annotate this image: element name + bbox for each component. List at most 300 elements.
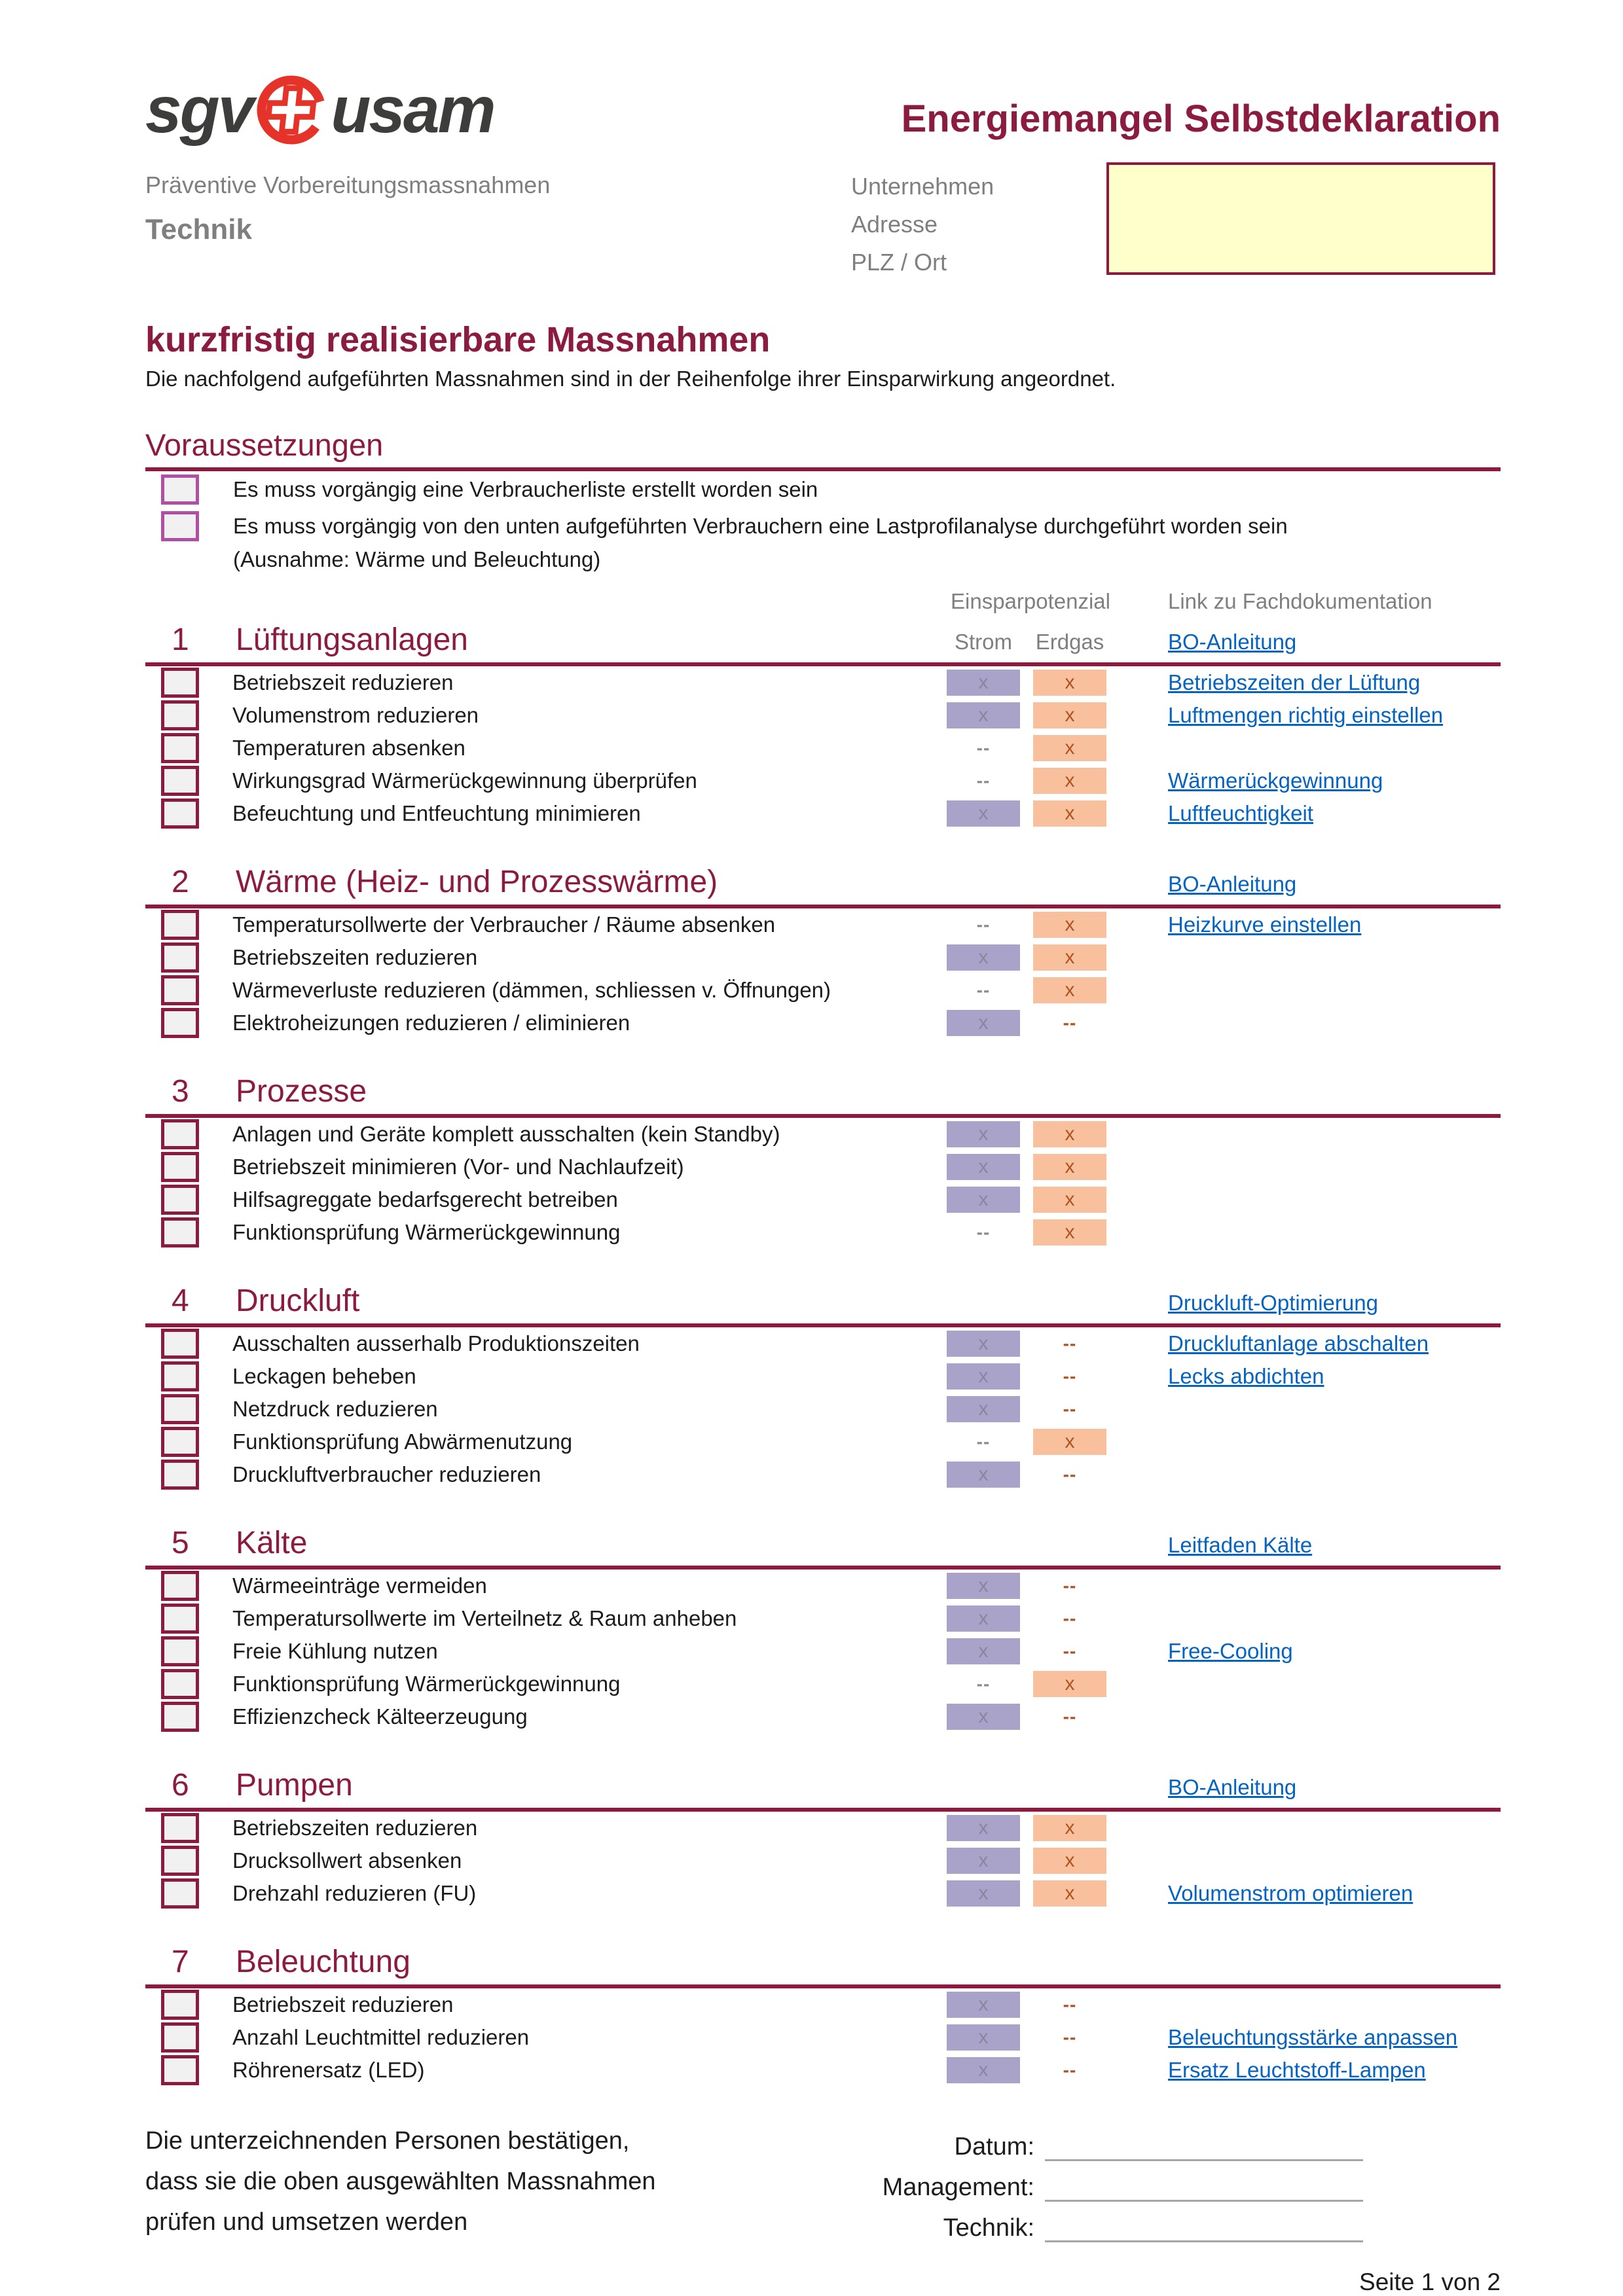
confirmation-line: prüfen und umsetzen werden: [145, 2208, 468, 2236]
measure-doc-link-wrap: [1168, 1639, 1501, 1664]
section-title: Wärme (Heiz- und Prozesswärme): [236, 865, 718, 900]
strom-cell: [947, 1815, 1020, 1841]
section-rows: [145, 1812, 1501, 1910]
measure-label: Anlagen und Geräte komplett ausschalten (kein Standby): [232, 1121, 780, 1146]
measure-doc-link-wrap: [1168, 1881, 1501, 1906]
measure-row: [145, 908, 1501, 941]
strom-cell: [947, 1429, 1020, 1455]
section-doc-link-wrap: [1168, 1775, 1296, 1800]
erdgas-cell: [1033, 2024, 1106, 2051]
strom-dash: --: [976, 1221, 991, 1242]
measure-checkbox[interactable]: [161, 1361, 199, 1391]
section-rows: [145, 666, 1501, 830]
strom-x-mark: x: [947, 702, 1020, 728]
strom-cell: [947, 944, 1020, 971]
strom-cell: [947, 1573, 1020, 1599]
strom-cell: [947, 735, 1020, 761]
strom-cell: [947, 1396, 1020, 1422]
measure-checkbox[interactable]: [161, 2022, 199, 2053]
measure-checkbox[interactable]: [161, 1217, 199, 1247]
section-doc-link[interactable]: BO-Anleitung: [1168, 871, 1297, 896]
prerequisite-note: (Ausnahme: Wärme und Beleuchtung): [233, 547, 601, 571]
erdgas-x-mark: x: [1033, 1815, 1106, 1841]
strom-cell: [947, 2057, 1020, 2083]
measure-checkbox[interactable]: [161, 975, 199, 1005]
erdgas-x-mark: x: [1033, 702, 1106, 728]
prerequisites-section: [145, 428, 1501, 572]
measure-doc-link[interactable]: Luftmengen richtig einstellen: [1168, 702, 1444, 727]
measure-doc-link-wrap: [1168, 912, 1501, 937]
measure-checkbox[interactable]: [161, 668, 199, 698]
page: [145, 0, 1501, 2296]
measure-row: [145, 941, 1501, 974]
erdgas-dash: --: [1063, 1365, 1077, 1386]
section-number: 1: [172, 622, 189, 658]
measure-label: Drucksollwert absenken: [232, 1848, 462, 1873]
erdgas-cell: [1033, 735, 1106, 761]
strom-x-mark: x: [947, 1154, 1020, 1180]
strom-cell: [947, 1363, 1020, 1390]
measure-label: Netzdruck reduzieren: [232, 1396, 438, 1421]
strom-x-mark: x: [947, 2024, 1020, 2051]
company-field-labels: [851, 168, 994, 281]
section-title: Prozesse: [236, 1074, 367, 1109]
prerequisite-checkbox[interactable]: [161, 475, 199, 505]
strom-cell: [947, 1219, 1020, 1246]
measure-label: Temperatursollwerte im Verteilnetz & Raum anheben: [232, 1605, 737, 1630]
measure-checkbox[interactable]: [161, 1460, 199, 1490]
measure-doc-link[interactable]: Luftfeuchtigkeit: [1168, 800, 1313, 825]
erdgas-cell: [1033, 1219, 1106, 1246]
measure-checkbox[interactable]: [161, 1702, 199, 1732]
prerequisite-item: [145, 471, 1501, 508]
date-signature-line[interactable]: [1045, 2128, 1363, 2161]
erdgas-x-mark: x: [1033, 1187, 1106, 1213]
measure-doc-link[interactable]: Free-Cooling: [1168, 1638, 1293, 1663]
date-label: Datum:: [954, 2132, 1034, 2161]
measure-doc-link-wrap: [1168, 768, 1501, 793]
measure-label: Wirkungsgrad Wärmerückgewinnung überprüfen: [232, 768, 697, 793]
strom-cell: [947, 670, 1020, 696]
erdgas-cell: [1033, 1605, 1106, 1632]
erdgas-cell: [1033, 800, 1106, 827]
measure-checkbox[interactable]: [161, 1329, 199, 1359]
measure-row: [145, 2054, 1501, 2087]
measure-label: Betriebszeiten reduzieren: [232, 1815, 478, 1840]
measure-row: [145, 1812, 1501, 1844]
measure-label: Funktionsprüfung Abwärmenutzung: [232, 1429, 573, 1454]
section-rows: [145, 908, 1501, 1039]
erdgas-dash: --: [1063, 1706, 1077, 1727]
measure-doc-link-wrap: [1168, 1331, 1501, 1356]
strom-x-mark: x: [947, 2057, 1020, 2083]
measure-doc-link-wrap: [1168, 703, 1501, 728]
measure-row: [145, 1216, 1501, 1249]
swiss-cross-logo-icon: [255, 73, 328, 147]
measure-row: [145, 1988, 1501, 2021]
page-number: Seite 1 von 2: [1359, 2268, 1501, 2295]
erdgas-cell: [1033, 1992, 1106, 2018]
measure-label: Anzahl Leuchtmittel reduzieren: [232, 2024, 530, 2049]
measure-checkbox[interactable]: [161, 1427, 199, 1457]
erdgas-cell: [1033, 2057, 1106, 2083]
strom-dash: --: [976, 914, 991, 935]
measure-doc-link[interactable]: Wärmerückgewinnung: [1168, 768, 1383, 793]
erdgas-dash: --: [1063, 1012, 1077, 1033]
measure-section: [145, 861, 1501, 1039]
measure-section: [145, 619, 1501, 830]
erdgas-cell: [1033, 1671, 1106, 1697]
measure-checkbox[interactable]: [161, 1185, 199, 1215]
erdgas-x-mark: x: [1033, 1429, 1106, 1455]
measure-row: [145, 1570, 1501, 1602]
section-header: [145, 1522, 1501, 1560]
section-number: 2: [172, 865, 189, 900]
prerequisite-label: Es muss vorgängig eine Verbraucherliste erstellt worden sein: [233, 476, 818, 501]
logo-text-right: usam: [331, 73, 494, 147]
measure-label: Temperatursollwerte der Verbraucher / Räume absenken: [232, 912, 776, 937]
measure-doc-link-wrap: [1168, 801, 1501, 826]
strom-x-mark: x: [947, 1121, 1020, 1147]
measure-section: [145, 1765, 1501, 1910]
erdgas-dash: --: [1063, 2059, 1077, 2080]
document-title: Energiemangel Selbstdeklaration: [901, 98, 1501, 140]
erdgas-cell: [1033, 1429, 1106, 1455]
signature-fields: [773, 2121, 1363, 2242]
doc-link-header: Link zu Fachdokumentation: [1168, 588, 1432, 613]
measure-checkbox[interactable]: [161, 700, 199, 730]
measure-doc-link[interactable]: Druckluftanlage abschalten: [1168, 1331, 1429, 1355]
erdgas-x-mark: x: [1033, 735, 1106, 761]
erdgas-cell: [1033, 1704, 1106, 1730]
table-column-headers: [145, 589, 1501, 619]
section-number: 7: [172, 1945, 189, 1980]
measure-row: [145, 699, 1501, 732]
erdgas-cell: [1033, 1848, 1106, 1874]
erdgas-x-mark: x: [1033, 1671, 1106, 1697]
measure-label: Volumenstrom reduzieren: [232, 702, 479, 727]
company-label: Unternehmen: [851, 173, 994, 200]
erdgas-dash: --: [1063, 2026, 1077, 2047]
measure-label: Röhrenersatz (LED): [232, 2057, 425, 2082]
erdgas-cell: [1033, 1187, 1106, 1213]
erdgas-cell: [1033, 944, 1106, 971]
section-title: Druckluft: [236, 1283, 360, 1319]
company-input-box[interactable]: [1106, 162, 1495, 275]
measure-label: Freie Kühlung nutzen: [232, 1638, 438, 1663]
address-label: Adresse: [851, 211, 938, 238]
section-rows: [145, 1988, 1501, 2087]
measure-label: Wärmeverluste reduzieren (dämmen, schliessen v. Öffnungen): [232, 977, 831, 1002]
erdgas-column-header: Erdgas: [1035, 629, 1104, 654]
measure-row: [145, 1635, 1501, 1668]
measure-label: Druckluftverbraucher reduzieren: [232, 1462, 541, 1486]
section-rows: [145, 1327, 1501, 1491]
management-label: Management:: [882, 2173, 1034, 2201]
strom-dash: --: [976, 737, 991, 758]
measure-row: [145, 666, 1501, 699]
signature-footer: [145, 2121, 1501, 2251]
signature-row-management: [773, 2161, 1363, 2202]
measure-checkbox[interactable]: [161, 1813, 199, 1843]
measure-checkbox[interactable]: [161, 910, 199, 940]
measure-row: [145, 1007, 1501, 1039]
measure-label: Elektroheizungen reduzieren / eliminieren: [232, 1010, 630, 1035]
strom-x-mark: x: [947, 1815, 1020, 1841]
erdgas-cell: [1033, 912, 1106, 938]
erdgas-cell: [1033, 1363, 1106, 1390]
strom-cell: [947, 977, 1020, 1003]
measure-row: [145, 1602, 1501, 1635]
section-header: [145, 1941, 1501, 1979]
measure-doc-link-wrap: [1168, 670, 1501, 695]
strom-cell: [947, 768, 1020, 794]
technik-signature-line[interactable]: [1045, 2210, 1363, 2242]
measure-row: [145, 1844, 1501, 1877]
erdgas-x-mark: x: [1033, 944, 1106, 971]
measure-label: Funktionsprüfung Wärmerückgewinnung: [232, 1671, 621, 1696]
strom-cell: [947, 1880, 1020, 1907]
measure-checkbox[interactable]: [161, 942, 199, 973]
section-title: Lüftungsanlagen: [236, 622, 468, 658]
measure-label: Ausschalten ausserhalb Produktionszeiten: [232, 1331, 640, 1355]
section-rows: [145, 1118, 1501, 1249]
strom-x-mark: x: [947, 1638, 1020, 1664]
erdgas-dash: --: [1063, 1575, 1077, 1596]
section-doc-link-wrap: [1168, 1291, 1378, 1316]
measure-doc-link[interactable]: Volumenstrom optimieren: [1168, 1880, 1413, 1905]
measure-doc-link-wrap: [1168, 1364, 1501, 1389]
prerequisite-checkbox[interactable]: [161, 511, 199, 541]
strom-x-mark: x: [947, 1187, 1020, 1213]
logo-text-left: sgv: [145, 73, 253, 147]
main-heading: kurzfristig realisierbare Massnahmen: [145, 320, 771, 359]
measure-checkbox[interactable]: [161, 733, 199, 763]
strom-x-mark: x: [947, 1605, 1020, 1632]
section-rows: [145, 1570, 1501, 1733]
strom-dash: --: [976, 1431, 991, 1452]
measure-checkbox[interactable]: [161, 1878, 199, 1909]
erdgas-x-mark: x: [1033, 1219, 1106, 1246]
section-header: [145, 1765, 1501, 1803]
strom-cell: [947, 702, 1020, 728]
confirmation-line: dass sie die oben ausgewählten Massnahmen: [145, 2167, 656, 2195]
prerequisite-item: [145, 508, 1501, 545]
prerequisite-label: Es muss vorgängig von den unten aufgeführten Verbrauchern eine Lastprofilanalyse durchgeführt worden sein: [233, 513, 1288, 538]
measure-row: [145, 1877, 1501, 1910]
strom-x-mark: x: [947, 1396, 1020, 1422]
plz-ort-label: PLZ / Ort: [851, 249, 947, 276]
erdgas-dash: --: [1063, 1463, 1077, 1484]
erdgas-cell: [1033, 1462, 1106, 1488]
measure-checkbox[interactable]: [161, 1571, 199, 1601]
strom-x-mark: x: [947, 670, 1020, 696]
section-title: Kälte: [236, 1526, 308, 1561]
strom-cell: [947, 1671, 1020, 1697]
measure-checkbox[interactable]: [161, 1669, 199, 1699]
measure-row: [145, 1700, 1501, 1733]
measure-section: [145, 1522, 1501, 1733]
measure-checkbox[interactable]: [161, 1008, 199, 1038]
erdgas-cell: [1033, 1331, 1106, 1357]
measure-row: [145, 764, 1501, 797]
section-doc-link-wrap: [1168, 1533, 1312, 1558]
strom-cell: [947, 1704, 1020, 1730]
strom-cell: [947, 2024, 1020, 2051]
section-number: 5: [172, 1526, 189, 1561]
management-signature-line[interactable]: [1045, 2169, 1363, 2202]
measure-checkbox[interactable]: [161, 1152, 199, 1182]
strom-x-mark: x: [947, 800, 1020, 827]
measure-doc-link[interactable]: Lecks abdichten: [1168, 1363, 1324, 1388]
erdgas-cell: [1033, 1154, 1106, 1180]
strom-cell: [947, 1121, 1020, 1147]
erdgas-cell: [1033, 670, 1106, 696]
strom-dash: --: [976, 979, 991, 1000]
section-header: [145, 861, 1501, 899]
measure-doc-link[interactable]: Beleuchtungsstärke anpassen: [1168, 2024, 1458, 2049]
erdgas-x-mark: x: [1033, 1880, 1106, 1907]
strom-cell: [947, 1154, 1020, 1180]
measure-checkbox[interactable]: [161, 798, 199, 829]
page-header: [145, 0, 1501, 308]
erdgas-dash: --: [1063, 1640, 1077, 1661]
strom-x-mark: x: [947, 944, 1020, 971]
measure-label: Wärmeeinträge vermeiden: [232, 1573, 487, 1598]
erdgas-cell: [1033, 768, 1106, 794]
strom-x-mark: x: [947, 1462, 1020, 1488]
strom-dash: --: [976, 1673, 991, 1694]
strom-x-mark: x: [947, 1992, 1020, 2018]
measure-row: [145, 797, 1501, 830]
document-category: Technik: [145, 213, 253, 245]
measure-row: [145, 2021, 1501, 2054]
erdgas-dash: --: [1063, 1398, 1077, 1419]
section-number: 3: [172, 1074, 189, 1109]
erdgas-x-mark: x: [1033, 1154, 1106, 1180]
section-title: Beleuchtung: [236, 1945, 410, 1980]
erdgas-dash: --: [1063, 1994, 1077, 2015]
measure-doc-link[interactable]: Ersatz Leuchtstoff-Lampen: [1168, 2057, 1426, 2082]
technik-label: Technik:: [943, 2214, 1034, 2242]
measure-label: Funktionsprüfung Wärmerückgewinnung: [232, 1219, 621, 1244]
measure-row: [145, 1668, 1501, 1700]
strom-cell: [947, 1010, 1020, 1036]
erdgas-cell: [1033, 1815, 1106, 1841]
measure-row: [145, 1151, 1501, 1183]
measure-checkbox[interactable]: [161, 1604, 199, 1634]
section-doc-link[interactable]: Leitfaden Kälte: [1168, 1532, 1313, 1557]
strom-x-mark: x: [947, 1573, 1020, 1599]
confirmation-text: [145, 2121, 656, 2242]
erdgas-cell: [1033, 1638, 1106, 1664]
erdgas-x-mark: x: [1033, 912, 1106, 938]
measure-row: [145, 1458, 1501, 1491]
strom-x-mark: x: [947, 1704, 1020, 1730]
measure-section: [145, 1941, 1501, 2087]
strom-cell: [947, 1462, 1020, 1488]
measure-checkbox[interactable]: [161, 1990, 199, 2020]
measure-label: Betriebszeit reduzieren: [232, 670, 454, 694]
prerequisites-title: Voraussetzungen: [145, 427, 384, 463]
section-number: 6: [172, 1768, 189, 1803]
erdgas-cell: [1033, 702, 1106, 728]
erdgas-x-mark: x: [1033, 1848, 1106, 1874]
measure-label: Effizienzcheck Kälteerzeugung: [232, 1704, 528, 1729]
strom-x-mark: x: [947, 1848, 1020, 1874]
strom-cell: [947, 800, 1020, 827]
savings-potential-header: Einsparpotenzial: [951, 588, 1110, 613]
measure-checkbox[interactable]: [161, 2055, 199, 2085]
strom-dash: --: [976, 770, 991, 791]
measure-label: Befeuchtung und Entfeuchtung minimieren: [232, 800, 641, 825]
signature-row-technik: [773, 2202, 1363, 2242]
erdgas-x-mark: x: [1033, 670, 1106, 696]
measure-label: Betriebszeit reduzieren: [232, 1992, 454, 2017]
measure-label: Betriebszeit minimieren (Vor- und Nachlaufzeit): [232, 1154, 684, 1179]
measure-checkbox[interactable]: [161, 1636, 199, 1666]
erdgas-x-mark: x: [1033, 977, 1106, 1003]
section-header: [145, 1071, 1501, 1109]
erdgas-dash: --: [1063, 1607, 1077, 1628]
measure-sections: [145, 619, 1501, 2087]
strom-x-mark: x: [947, 1363, 1020, 1390]
strom-cell: [947, 1848, 1020, 1874]
measure-checkbox[interactable]: [161, 1394, 199, 1424]
measure-label: Temperaturen absenken: [232, 735, 465, 760]
sgv-usam-logo: [145, 73, 494, 147]
strom-cell: [947, 1187, 1020, 1213]
erdgas-cell: [1033, 1396, 1106, 1422]
strom-x-mark: x: [947, 1010, 1020, 1036]
strom-cell: [947, 1605, 1020, 1632]
strom-cell: [947, 1331, 1020, 1357]
section-doc-link[interactable]: Druckluft-Optimierung: [1168, 1290, 1378, 1315]
confirmation-line: Die unterzeichnenden Personen bestätigen,: [145, 2126, 630, 2155]
measure-checkbox[interactable]: [161, 1119, 199, 1149]
measure-row: [145, 1393, 1501, 1426]
section-doc-link-wrap: [1168, 630, 1296, 655]
measure-label: Drehzahl reduzieren (FU): [232, 1880, 477, 1905]
measure-section: [145, 1071, 1501, 1249]
measure-row: [145, 1183, 1501, 1216]
measure-label: Hilfsagreggate bedarfsgerecht betreiben: [232, 1187, 618, 1211]
measure-row: [145, 732, 1501, 764]
measure-doc-link[interactable]: Heizkurve einstellen: [1168, 912, 1362, 937]
measure-label: Betriebszeiten reduzieren: [232, 944, 478, 969]
measure-row: [145, 974, 1501, 1007]
erdgas-cell: [1033, 1880, 1106, 1907]
strom-x-mark: x: [947, 1331, 1020, 1357]
measure-checkbox[interactable]: [161, 766, 199, 796]
erdgas-cell: [1033, 1573, 1106, 1599]
section-doc-link-wrap: [1168, 872, 1296, 897]
section-doc-link[interactable]: BO-Anleitung: [1168, 1774, 1297, 1799]
erdgas-cell: [1033, 1121, 1106, 1147]
section-title: Pumpen: [236, 1768, 353, 1803]
section-doc-link[interactable]: BO-Anleitung: [1168, 629, 1297, 654]
measure-label: Leckagen beheben: [232, 1363, 416, 1388]
measure-row: [145, 1360, 1501, 1393]
measure-row: [145, 1426, 1501, 1458]
strom-x-mark: x: [947, 1880, 1020, 1907]
measure-doc-link[interactable]: Betriebszeiten der Lüftung: [1168, 670, 1421, 694]
erdgas-x-mark: x: [1033, 768, 1106, 794]
measure-checkbox[interactable]: [161, 1846, 199, 1876]
measure-doc-link-wrap: [1168, 2025, 1501, 2050]
measure-row: [145, 1327, 1501, 1360]
section-number: 4: [172, 1283, 189, 1319]
